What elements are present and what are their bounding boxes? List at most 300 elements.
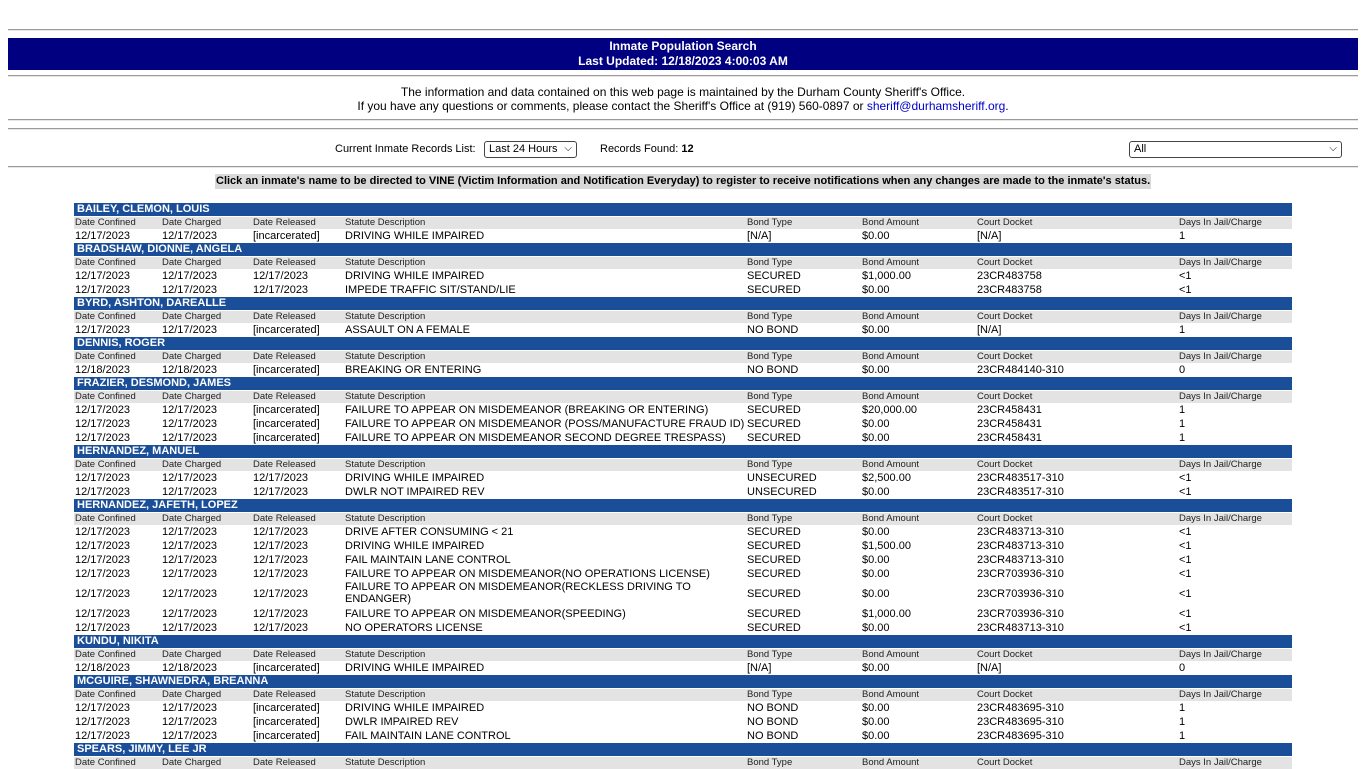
column-header-bond-type: Bond Type — [747, 459, 793, 470]
date-confined: 12/17/2023 — [75, 284, 131, 296]
sheriff-email-link[interactable]: sheriff@durhamsheriff.org — [866, 99, 1006, 113]
column-header-date-confined: Date Confined — [75, 217, 136, 228]
column-header-bond-amount: Bond Amount — [862, 311, 920, 322]
bond-amount: $0.00 — [862, 284, 890, 296]
statute-description: DRIVING WHILE IMPAIRED — [345, 702, 485, 714]
info-line-1: The information and data contained on this web page is maintained by the Durham County Sheriff's Office. — [400, 85, 966, 99]
bond-type: SECURED — [747, 418, 801, 430]
column-header-date-released: Date Released — [253, 513, 316, 524]
inmate-record — [74, 297, 1292, 337]
column-header-bond-type: Bond Type — [747, 757, 793, 768]
statute-description: DWLR NOT IMPAIRED REV — [345, 486, 485, 498]
statute-description: DWLR IMPAIRED REV — [345, 716, 459, 728]
column-header-bond-type: Bond Type — [747, 649, 793, 660]
column-header-date-charged: Date Charged — [162, 311, 222, 322]
date-released: [incarcerated] — [253, 730, 320, 742]
date-confined: 12/18/2023 — [75, 662, 131, 674]
bond-amount: $0.00 — [862, 588, 890, 600]
column-header-court-docket: Court Docket — [977, 459, 1033, 470]
date-confined: 12/17/2023 — [75, 608, 131, 620]
charge-row — [74, 283, 1292, 297]
column-header-days-in-jail: Days In Jail/Charge — [1179, 757, 1262, 768]
days-in-jail: <1 — [1179, 270, 1192, 282]
column-header-court-docket: Court Docket — [977, 649, 1033, 660]
bond-amount: $0.00 — [862, 730, 890, 742]
column-header-days-in-jail: Days In Jail/Charge — [1179, 257, 1262, 268]
column-header-days-in-jail: Days In Jail/Charge — [1179, 351, 1262, 362]
column-header-date-charged: Date Charged — [162, 689, 222, 700]
bond-amount: $0.00 — [862, 526, 890, 538]
column-header-statute-description: Statute Description — [345, 689, 426, 700]
column-header-bond-type: Bond Type — [747, 217, 793, 228]
date-charged: 12/17/2023 — [162, 526, 218, 538]
date-charged: 12/17/2023 — [162, 230, 218, 242]
court-docket: 23CR483758 — [977, 284, 1042, 296]
column-header-date-charged: Date Charged — [162, 513, 222, 524]
court-docket: 23CR483695-310 — [977, 716, 1064, 728]
bond-type: NO BOND — [747, 716, 799, 728]
days-in-jail: 1 — [1179, 404, 1186, 416]
column-header-date-confined: Date Confined — [75, 513, 136, 524]
column-header-row — [74, 257, 1292, 269]
statute-description: DRIVING WHILE IMPAIRED — [345, 540, 485, 552]
bond-type: SECURED — [747, 554, 801, 566]
bond-amount: $0.00 — [862, 662, 890, 674]
column-header-date-released: Date Released — [253, 459, 316, 470]
bond-type: SECURED — [747, 588, 801, 600]
bond-type: NO BOND — [747, 730, 799, 742]
date-released: [incarcerated] — [253, 432, 320, 444]
column-header-bond-type: Bond Type — [747, 513, 793, 524]
column-header-date-charged: Date Charged — [162, 391, 222, 402]
date-released: [incarcerated] — [253, 702, 320, 714]
records-list-label: Current Inmate Records List: — [335, 143, 476, 155]
date-confined: 12/17/2023 — [75, 404, 131, 416]
vine-notice: Click an inmate's name to be directed to VINE (Victim Information and Notification Everyday) to register to receive notifications when any changes are made to the inmate's status. — [216, 175, 1151, 187]
bond-type: SECURED — [747, 526, 801, 538]
bond-type: UNSECURED — [747, 472, 817, 484]
info-text — [0, 85, 1366, 113]
column-header-date-confined: Date Confined — [75, 351, 136, 362]
date-confined: 12/17/2023 — [75, 432, 131, 444]
court-docket: 23CR458431 — [977, 432, 1042, 444]
column-header-statute-description: Statute Description — [345, 757, 426, 768]
bond-amount: $1,000.00 — [862, 608, 911, 620]
date-confined: 12/17/2023 — [75, 230, 131, 242]
column-header-date-charged: Date Charged — [162, 351, 222, 362]
date-confined: 12/17/2023 — [75, 486, 131, 498]
date-charged: 12/17/2023 — [162, 270, 218, 282]
column-header-statute-description: Statute Description — [345, 217, 426, 228]
date-charged: 12/17/2023 — [162, 608, 218, 620]
column-header-row — [74, 217, 1292, 229]
chevron-down-icon: ⌵ — [564, 143, 572, 154]
bond-type: UNSECURED — [747, 486, 817, 498]
column-header-bond-amount: Bond Amount — [862, 391, 920, 402]
inmate-name-link[interactable]: BAILEY, CLEMON, LOUIS — [74, 203, 1292, 216]
date-released: 12/17/2023 — [253, 486, 309, 498]
date-released: [incarcerated] — [253, 324, 320, 336]
date-charged: 12/18/2023 — [162, 662, 218, 674]
court-docket: 23CR703936-310 — [977, 608, 1064, 620]
charge-row — [74, 525, 1292, 539]
bond-amount: $0.00 — [862, 364, 890, 376]
court-docket: [N/A] — [977, 662, 1002, 674]
column-header-bond-amount: Bond Amount — [862, 689, 920, 700]
statute-description: DRIVING WHILE IMPAIRED — [345, 662, 485, 674]
column-header-date-released: Date Released — [253, 689, 316, 700]
date-confined: 12/17/2023 — [75, 472, 131, 484]
date-charged: 12/17/2023 — [162, 702, 218, 714]
page-title: Inmate Population Search — [609, 39, 757, 53]
records-found: Records Found: 12 — [600, 143, 694, 155]
column-header-date-released: Date Released — [253, 217, 316, 228]
top-divider — [8, 29, 1358, 31]
column-header-days-in-jail: Days In Jail/Charge — [1179, 217, 1262, 228]
controls-divider — [8, 166, 1358, 168]
info-divider-2 — [8, 128, 1358, 130]
date-released: 12/17/2023 — [253, 622, 309, 634]
column-header-statute-description: Statute Description — [345, 513, 426, 524]
column-header-date-charged: Date Charged — [162, 257, 222, 268]
days-in-jail: <1 — [1179, 540, 1192, 552]
column-header-statute-description: Statute Description — [345, 649, 426, 660]
inmate-name-link[interactable]: MCGUIRE, SHAWNEDRA, BREANNA — [74, 675, 1292, 688]
bond-type: SECURED — [747, 432, 801, 444]
info-line-2: If you have any questions or comments, please contact the Sheriff's Office at (919) 560-0897 or sheriff@durhamsheriff.org. — [357, 99, 1009, 113]
charge-row — [74, 607, 1292, 621]
inmate-records — [74, 203, 1292, 769]
date-confined: 12/17/2023 — [75, 526, 131, 538]
column-header-bond-type: Bond Type — [747, 351, 793, 362]
statute-description: FAILURE TO APPEAR ON MISDEMEANOR(SPEEDING) — [345, 608, 626, 620]
inmate-record — [74, 377, 1292, 445]
column-header-date-confined: Date Confined — [75, 689, 136, 700]
inmate-name-link[interactable]: KUNDU, NIKITA — [74, 635, 1292, 648]
statute-description: FAILURE TO APPEAR ON MISDEMEANOR(RECKLESS DRIVING TO ENDANGER) — [345, 581, 691, 605]
column-header-statute-description: Statute Description — [345, 257, 426, 268]
court-docket: [N/A] — [977, 230, 1002, 242]
date-charged: 12/17/2023 — [162, 540, 218, 552]
column-header-row — [74, 649, 1292, 661]
date-released: 12/17/2023 — [253, 554, 309, 566]
date-charged: 12/17/2023 — [162, 730, 218, 742]
date-released: [incarcerated] — [253, 404, 320, 416]
charge-row — [74, 403, 1292, 417]
date-released: 12/17/2023 — [253, 568, 309, 580]
court-docket: 23CR483695-310 — [977, 702, 1064, 714]
date-charged: 12/18/2023 — [162, 364, 218, 376]
bond-type: [N/A] — [747, 662, 772, 674]
statute-description: ASSAULT ON A FEMALE — [345, 324, 470, 336]
column-header-statute-description: Statute Description — [345, 311, 426, 322]
statute-description: FAILURE TO APPEAR ON MISDEMEANOR SECOND DEGREE TRESPASS) — [345, 432, 726, 444]
column-header-date-released: Date Released — [253, 257, 316, 268]
date-confined: 12/17/2023 — [75, 540, 131, 552]
charge-row — [74, 269, 1292, 283]
court-docket: 23CR483758 — [977, 270, 1042, 282]
bond-type: NO BOND — [747, 324, 799, 336]
court-docket: 23CR483713-310 — [977, 540, 1064, 552]
column-header-row — [74, 311, 1292, 323]
date-charged: 12/17/2023 — [162, 716, 218, 728]
bond-type: SECURED — [747, 284, 801, 296]
column-header-bond-type: Bond Type — [747, 689, 793, 700]
inmate-name-link[interactable]: BYRD, ASHTON, DAREALLE — [74, 297, 1292, 310]
records-list-select[interactable]: Last 24 Hours ⌵ — [484, 141, 577, 158]
bond-amount: $0.00 — [862, 418, 890, 430]
statute-description: DRIVE AFTER CONSUMING < 21 — [345, 526, 514, 538]
column-header-days-in-jail: Days In Jail/Charge — [1179, 649, 1262, 660]
bond-amount: $0.00 — [862, 230, 890, 242]
statute-description: BREAKING OR ENTERING — [345, 364, 482, 376]
column-header-court-docket: Court Docket — [977, 689, 1033, 700]
column-header-date-confined: Date Confined — [75, 311, 136, 322]
bond-type: SECURED — [747, 404, 801, 416]
date-charged: 12/17/2023 — [162, 472, 218, 484]
date-released: [incarcerated] — [253, 230, 320, 242]
inmate-record — [74, 203, 1292, 243]
statute-description: FAILURE TO APPEAR ON MISDEMEANOR (POSS/MANUFACTURE FRAUD ID) — [345, 418, 745, 430]
date-released: [incarcerated] — [253, 418, 320, 430]
inmate-name-link[interactable]: HERNANDEZ, JAFETH, LOPEZ — [74, 499, 1292, 512]
court-docket: 23CR483713-310 — [977, 526, 1064, 538]
inmate-record — [74, 675, 1292, 743]
date-released: 12/17/2023 — [253, 588, 309, 600]
column-header-row — [74, 757, 1292, 769]
statute-description: DRIVING WHILE IMPAIRED — [345, 270, 485, 282]
court-docket: 23CR484140-310 — [977, 364, 1064, 376]
bond-amount: $0.00 — [862, 702, 890, 714]
inmate-name-link[interactable]: SPEARS, JIMMY, LEE JR — [74, 743, 1292, 756]
bond-type: SECURED — [747, 568, 801, 580]
column-header-court-docket: Court Docket — [977, 217, 1033, 228]
column-header-bond-amount: Bond Amount — [862, 649, 920, 660]
days-in-jail: <1 — [1179, 486, 1192, 498]
column-header-days-in-jail: Days In Jail/Charge — [1179, 311, 1262, 322]
date-charged: 12/17/2023 — [162, 284, 218, 296]
bond-amount: $1,500.00 — [862, 540, 911, 552]
bond-type: SECURED — [747, 622, 801, 634]
days-in-jail: <1 — [1179, 472, 1192, 484]
date-released: 12/17/2023 — [253, 540, 309, 552]
date-released: [incarcerated] — [253, 364, 320, 376]
date-charged: 12/17/2023 — [162, 404, 218, 416]
days-in-jail: 1 — [1179, 716, 1186, 728]
charge-row — [74, 229, 1292, 243]
column-header-statute-description: Statute Description — [345, 351, 426, 362]
charge-row — [74, 431, 1292, 445]
bond-type: NO BOND — [747, 702, 799, 714]
court-docket: 23CR483517-310 — [977, 472, 1064, 484]
date-confined: 12/18/2023 — [75, 364, 131, 376]
bond-amount: $0.00 — [862, 622, 890, 634]
inmate-record — [74, 635, 1292, 675]
last-updated: Last Updated: 12/18/2023 4:00:03 AM — [578, 54, 788, 68]
banner-divider — [8, 75, 1358, 77]
date-charged: 12/17/2023 — [162, 432, 218, 444]
column-header-bond-type: Bond Type — [747, 391, 793, 402]
column-header-bond-amount: Bond Amount — [862, 257, 920, 268]
bond-amount: $0.00 — [862, 432, 890, 444]
date-confined: 12/17/2023 — [75, 568, 131, 580]
date-charged: 12/17/2023 — [162, 324, 218, 336]
date-charged: 12/17/2023 — [162, 418, 218, 430]
date-confined: 12/17/2023 — [75, 716, 131, 728]
days-in-jail: 1 — [1179, 230, 1186, 242]
chevron-down-icon: ⌵ — [1329, 143, 1337, 154]
inmate-name-link[interactable]: BRADSHAW, DIONNE, ANGELA — [74, 243, 1292, 256]
days-in-jail: 1 — [1179, 418, 1186, 430]
column-header-days-in-jail: Days In Jail/Charge — [1179, 689, 1262, 700]
bond-amount: $1,000.00 — [862, 270, 911, 282]
date-charged: 12/17/2023 — [162, 588, 218, 600]
statute-description: FAIL MAINTAIN LANE CONTROL — [345, 554, 511, 566]
column-header-bond-type: Bond Type — [747, 257, 793, 268]
bond-amount: $20,000.00 — [862, 404, 918, 416]
info-divider-1 — [8, 119, 1358, 121]
statute-description: FAIL MAINTAIN LANE CONTROL — [345, 730, 511, 742]
bond-amount: $0.00 — [862, 486, 890, 498]
bond-type: [N/A] — [747, 230, 772, 242]
court-docket: 23CR483517-310 — [977, 486, 1064, 498]
column-header-court-docket: Court Docket — [977, 757, 1033, 768]
inmate-name-link[interactable]: FRAZIER, DESMOND, JAMES — [74, 377, 1292, 390]
date-confined: 12/17/2023 — [75, 588, 131, 600]
court-docket: 23CR483695-310 — [977, 730, 1064, 742]
bond-amount: $0.00 — [862, 324, 890, 336]
charge-row — [74, 567, 1292, 581]
charge-row — [74, 661, 1292, 675]
court-docket: [N/A] — [977, 324, 1002, 336]
inmate-record — [74, 337, 1292, 377]
charge-row — [74, 363, 1292, 377]
records-count: 12 — [681, 143, 694, 155]
column-header-date-charged: Date Charged — [162, 757, 222, 768]
bond-type: SECURED — [747, 270, 801, 282]
column-header-days-in-jail: Days In Jail/Charge — [1179, 459, 1262, 470]
column-header-court-docket: Court Docket — [977, 351, 1033, 362]
charge-row — [74, 581, 1292, 607]
date-confined: 12/17/2023 — [75, 554, 131, 566]
days-in-jail: <1 — [1179, 608, 1192, 620]
column-header-court-docket: Court Docket — [977, 257, 1033, 268]
days-in-jail: 1 — [1179, 702, 1186, 714]
court-docket: 23CR458431 — [977, 404, 1042, 416]
filter-select[interactable]: All ⌵ — [1129, 141, 1342, 158]
column-header-date-charged: Date Charged — [162, 649, 222, 660]
column-header-date-released: Date Released — [253, 351, 316, 362]
column-header-date-released: Date Released — [253, 757, 316, 768]
date-confined: 12/17/2023 — [75, 730, 131, 742]
statute-description: FAILURE TO APPEAR ON MISDEMEANOR (BREAKING OR ENTERING) — [345, 404, 709, 416]
bond-amount: $2,500.00 — [862, 472, 911, 484]
charge-row — [74, 539, 1292, 553]
column-header-bond-amount: Bond Amount — [862, 459, 920, 470]
column-header-court-docket: Court Docket — [977, 391, 1033, 402]
date-charged: 12/17/2023 — [162, 568, 218, 580]
column-header-date-released: Date Released — [253, 311, 316, 322]
column-header-statute-description: Statute Description — [345, 391, 426, 402]
days-in-jail: 1 — [1179, 432, 1186, 444]
court-docket: 23CR483713-310 — [977, 622, 1064, 634]
column-header-bond-amount: Bond Amount — [862, 513, 920, 524]
column-header-row — [74, 689, 1292, 701]
inmate-name-link[interactable]: HERNANDEZ, MANUEL — [74, 445, 1292, 458]
column-header-days-in-jail: Days In Jail/Charge — [1179, 513, 1262, 524]
days-in-jail: 1 — [1179, 730, 1186, 742]
charge-row — [74, 485, 1292, 499]
date-charged: 12/17/2023 — [162, 486, 218, 498]
column-header-date-charged: Date Charged — [162, 217, 222, 228]
inmate-record — [74, 743, 1292, 769]
column-header-row — [74, 513, 1292, 525]
court-docket: 23CR703936-310 — [977, 588, 1064, 600]
date-confined: 12/17/2023 — [75, 622, 131, 634]
charge-row — [74, 701, 1292, 715]
court-docket: 23CR483713-310 — [977, 554, 1064, 566]
statute-description: DRIVING WHILE IMPAIRED — [345, 472, 485, 484]
date-released: [incarcerated] — [253, 716, 320, 728]
charge-row — [74, 553, 1292, 567]
charge-row — [74, 417, 1292, 431]
date-released: 12/17/2023 — [253, 608, 309, 620]
date-charged: 12/17/2023 — [162, 554, 218, 566]
days-in-jail: <1 — [1179, 588, 1192, 600]
column-header-row — [74, 351, 1292, 363]
date-confined: 12/17/2023 — [75, 418, 131, 430]
days-in-jail: 0 — [1179, 662, 1186, 674]
inmate-name-link[interactable]: DENNIS, ROGER — [74, 337, 1292, 350]
court-docket: 23CR458431 — [977, 418, 1042, 430]
date-confined: 12/17/2023 — [75, 270, 131, 282]
date-confined: 12/17/2023 — [75, 702, 131, 714]
bond-type: NO BOND — [747, 364, 799, 376]
days-in-jail: <1 — [1179, 526, 1192, 538]
statute-description: FAILURE TO APPEAR ON MISDEMEANOR(NO OPERATIONS LICENSE) — [345, 568, 710, 580]
column-header-court-docket: Court Docket — [977, 311, 1033, 322]
bond-type: SECURED — [747, 540, 801, 552]
column-header-date-released: Date Released — [253, 391, 316, 402]
column-header-days-in-jail: Days In Jail/Charge — [1179, 391, 1262, 402]
inmate-record — [74, 243, 1292, 297]
column-header-statute-description: Statute Description — [345, 459, 426, 470]
column-header-date-released: Date Released — [253, 649, 316, 660]
column-header-court-docket: Court Docket — [977, 513, 1033, 524]
bond-amount: $0.00 — [862, 568, 890, 580]
date-released: 12/17/2023 — [253, 526, 309, 538]
column-header-date-confined: Date Confined — [75, 459, 136, 470]
court-docket: 23CR703936-310 — [977, 568, 1064, 580]
date-released: 12/17/2023 — [253, 284, 309, 296]
column-header-date-confined: Date Confined — [75, 257, 136, 268]
bond-amount: $0.00 — [862, 716, 890, 728]
charge-row — [74, 729, 1292, 743]
charge-row — [74, 715, 1292, 729]
column-header-date-confined: Date Confined — [75, 757, 136, 768]
days-in-jail: <1 — [1179, 554, 1192, 566]
column-header-date-charged: Date Charged — [162, 459, 222, 470]
column-header-bond-amount: Bond Amount — [862, 757, 920, 768]
date-charged: 12/17/2023 — [162, 622, 218, 634]
search-controls — [0, 141, 1366, 159]
days-in-jail: <1 — [1179, 568, 1192, 580]
page-banner — [8, 38, 1358, 70]
charge-row — [74, 323, 1292, 337]
bond-type: SECURED — [747, 608, 801, 620]
inmate-record — [74, 445, 1292, 499]
days-in-jail: <1 — [1179, 622, 1192, 634]
